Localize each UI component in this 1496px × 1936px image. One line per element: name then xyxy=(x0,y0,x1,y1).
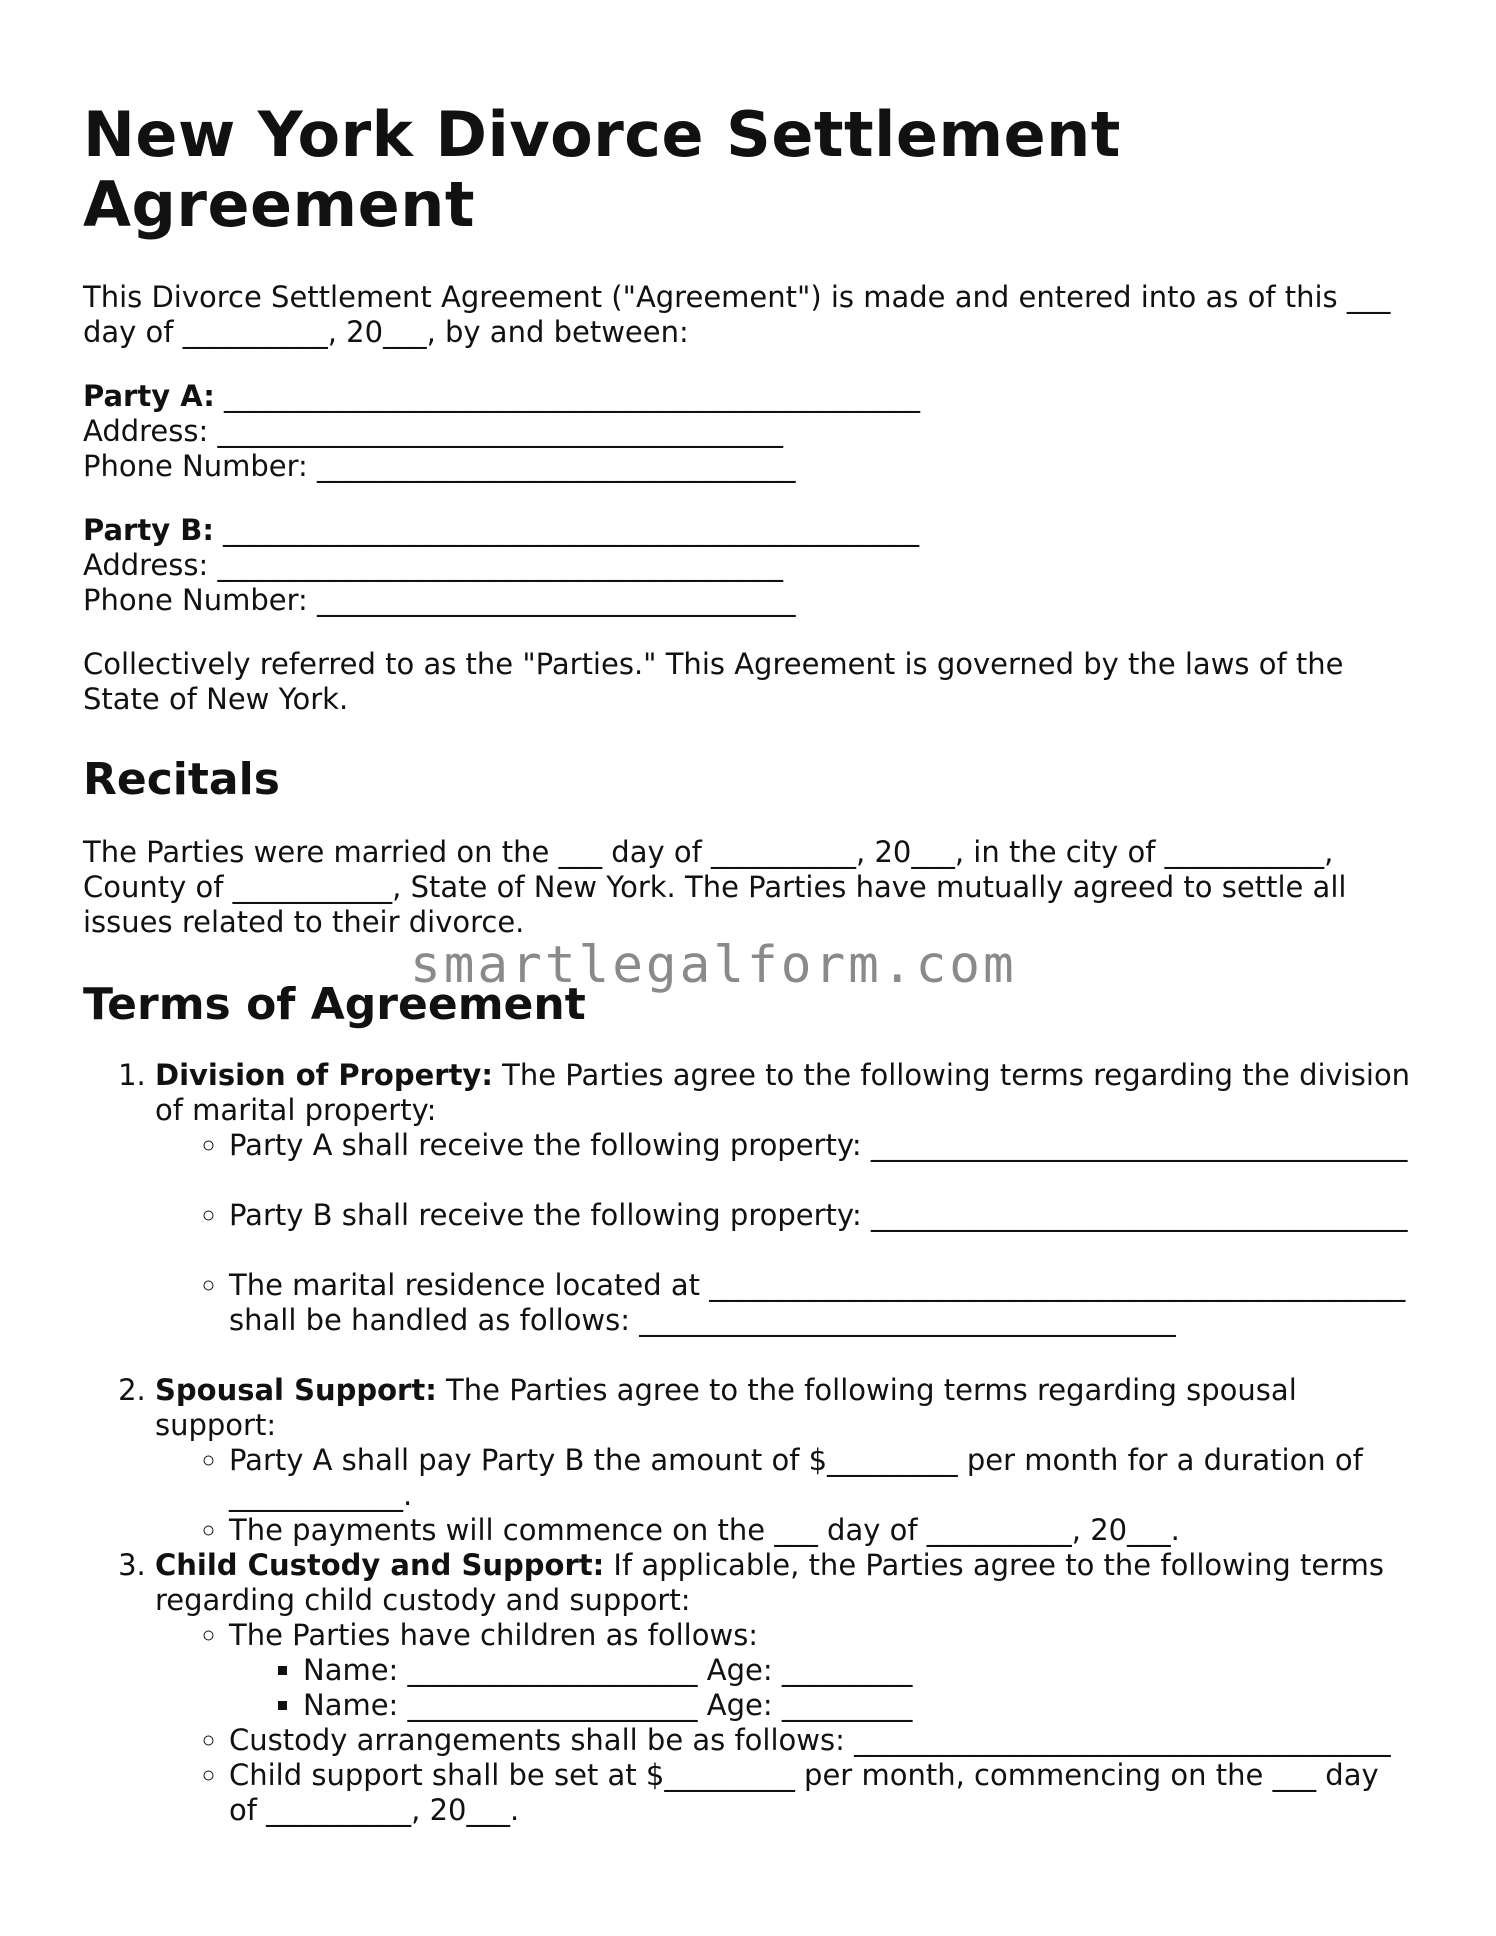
spousal-text: The Parties agree to the following terms regarding spousal support: xyxy=(155,1373,1297,1442)
custody-item: ◦ Custody arrangements shall be as follows: _____________________________________ xyxy=(229,1723,1413,1758)
child-entry: ▪ Name: ____________________ Age: _________ xyxy=(303,1653,1413,1688)
division-item: ◦ Party A shall receive the following property: _____________________________________ xyxy=(229,1128,1413,1163)
child-support-item: ◦ Child support shall be set at $_________ per month, commencing on the ___ day of __________, 20___. xyxy=(229,1758,1413,1828)
child-entry: ▪ Name: ____________________ Age: _________ xyxy=(303,1688,1413,1723)
child-sublist xyxy=(155,1618,1413,1828)
party-a-line xyxy=(83,379,1413,414)
division-item: ◦ Party B shall receive the following property: _____________________________________ xyxy=(229,1198,1413,1233)
terms-heading: Terms of Agreement xyxy=(83,979,586,1030)
watermark: smartlegalform.com xyxy=(410,936,1017,995)
children-intro: The Parties have children as follows: xyxy=(229,1618,759,1652)
spousal-item: ◦ Party A shall pay Party B the amount of $_________ per month for a duration of ____________. xyxy=(229,1443,1413,1513)
recitals-paragraph: The Parties were married on the ___ day of __________, 20___, in the city of ___________, County of ___________, State of New York. The Parties have mutually agreed to settle all issues related to their divorce. xyxy=(83,835,1347,939)
term-division-of-property xyxy=(155,1058,1413,1338)
child-text: If applicable, the Parties agree to the following terms regarding child custody and support: xyxy=(155,1548,1384,1617)
spousal-sublist xyxy=(155,1443,1413,1548)
party-a-block xyxy=(83,379,1413,484)
spousal-item: ◦ The payments will commence on the ___ day of __________, 20___. xyxy=(229,1513,1413,1548)
terms-list xyxy=(83,1058,1413,1828)
party-b-address: Address: _______________________________________ xyxy=(83,548,783,582)
collectively-paragraph: Collectively referred to as the "Parties." This Agreement is governed by the laws of the State of New York. xyxy=(83,647,1344,716)
child-label: Child Custody and Support: xyxy=(155,1548,605,1582)
spousal-label: Spousal Support: xyxy=(155,1373,437,1407)
party-b-phone: Phone Number: _________________________________ xyxy=(83,583,796,617)
party-b-block xyxy=(83,513,1413,618)
party-a-label: Party A: xyxy=(83,379,215,413)
recitals-heading: Recitals xyxy=(83,754,280,805)
party-b-label: Party B: xyxy=(83,513,214,547)
division-text: The Parties agree to the following terms regarding the division of marital property: xyxy=(155,1058,1411,1127)
document-title: New York Divorce Settlement Agreement xyxy=(83,98,1121,241)
intro-paragraph: This Divorce Settlement Agreement ("Agreement") is made and entered into as of this ___ day of __________, 20___, by and between: xyxy=(83,280,1391,349)
document-page xyxy=(83,100,1413,1828)
division-item: ◦ The marital residence located at ________________________________________________ shall be handled as follows: _____________________________________ xyxy=(229,1268,1413,1338)
division-sublist xyxy=(155,1128,1413,1338)
term-spousal-support xyxy=(155,1373,1413,1548)
division-label: Division of Property: xyxy=(155,1058,493,1092)
children-item xyxy=(229,1618,1413,1723)
party-b-line xyxy=(83,513,1413,548)
term-child-custody xyxy=(155,1548,1413,1828)
party-a-name-field: ________________________________________________ xyxy=(214,379,921,413)
party-b-name-field: ________________________________________________ xyxy=(213,513,920,547)
party-a-phone: Phone Number: _________________________________ xyxy=(83,449,796,483)
children-list xyxy=(229,1653,1413,1723)
party-a-address: Address: _______________________________________ xyxy=(83,414,783,448)
